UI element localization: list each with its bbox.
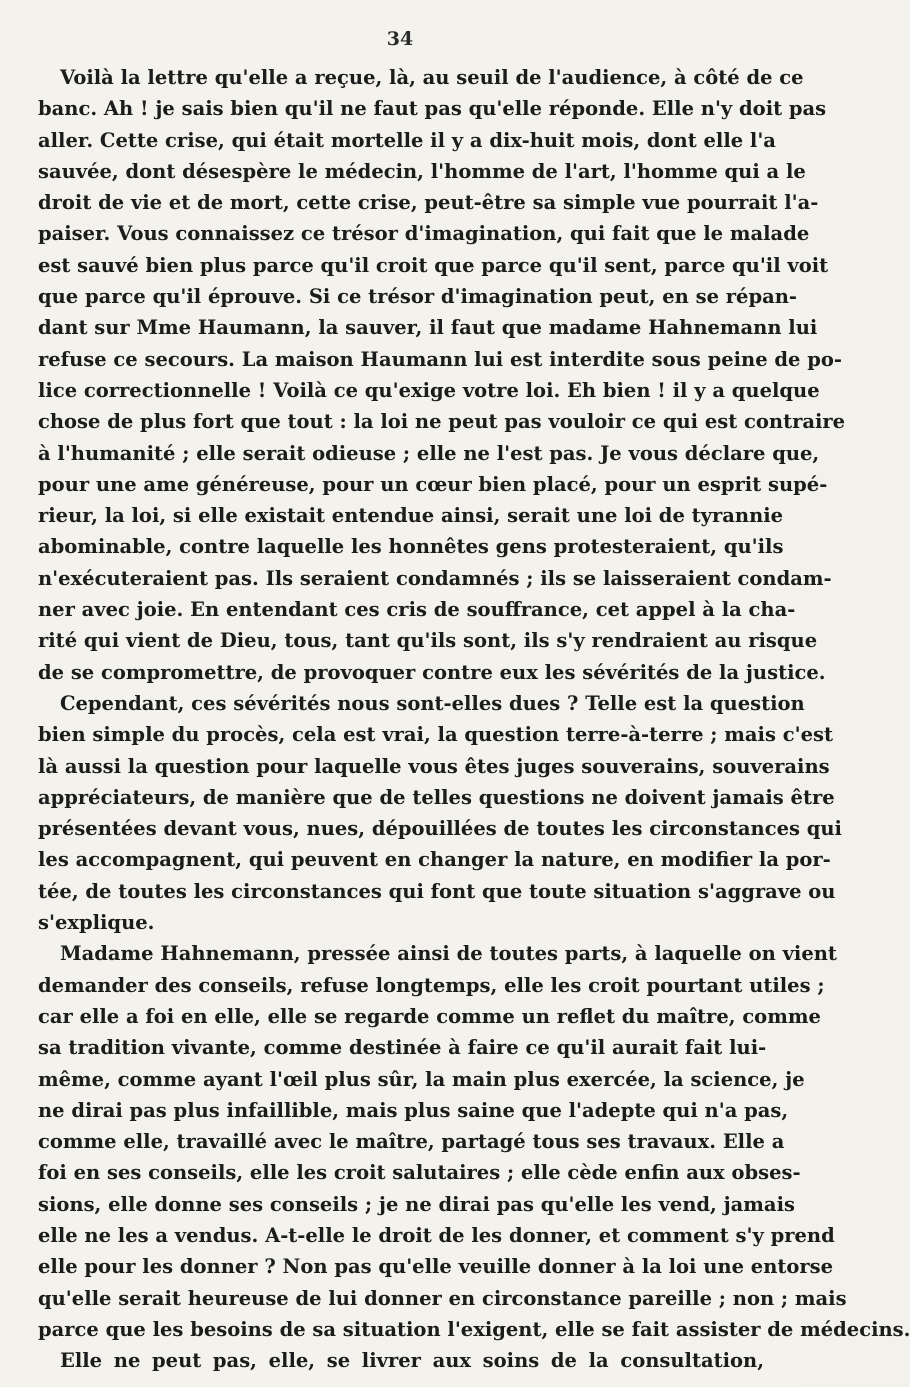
text-line: même, comme ayant l'œil plus sûr, la main plus exercée, la science, je — [38, 1067, 805, 1091]
text-line: elle pour les donner ? Non pas qu'elle veuille donner à la loi une entorse — [38, 1255, 834, 1279]
text-line: sions, elle donne ses conseils ; je ne dirai pas qu'elle les vend, jamais — [38, 1192, 795, 1216]
text-line: Elle ne peut pas, elle, se livrer aux soins de la consultation, — [60, 1349, 764, 1373]
text-line: tée, de toutes les circonstances qui font que toute situation s'aggrave ou — [38, 879, 836, 903]
text-line: comme elle, travaillé avec le maître, partagé tous ses travaux. Elle a — [38, 1130, 785, 1154]
page-number: 34 — [386, 28, 414, 50]
text-line: parce que les besoins de sa situation l'exigent, elle se fait assister de médecins. — [38, 1317, 910, 1341]
text-line: à l'humanité ; elle serait odieuse ; elle ne l'est pas. Je vous déclare que, — [38, 441, 820, 465]
text-line: ne dirai pas plus infaillible, mais plus saine que l'adepte qui n'a pas, — [38, 1098, 789, 1122]
text-line: foi en ses conseils, elle les croit salutaires ; elle cède enfin aux obses- — [38, 1161, 801, 1185]
text-line: demander des conseils, refuse longtemps, elle les croit pourtant utiles ; — [38, 973, 825, 997]
body-text — [38, 62, 910, 1376]
text-line: chose de plus fort que tout : la loi ne peut pas vouloir ce qui est contraire — [38, 410, 846, 434]
text-line: banc. Ah ! je sais bien qu'il ne faut pas qu'elle réponde. Elle n'y doit pas — [38, 97, 827, 121]
text-line: est sauvé bien plus parce qu'il croit que parce qu'il sent, parce qu'il voit — [38, 253, 829, 277]
text-line: les accompagnent, qui peuvent en changer la nature, en modifier la por- — [38, 848, 831, 872]
text-line: là aussi la question pour laquelle vous êtes juges souverains, souverains — [38, 754, 830, 778]
text-line: elle ne les a vendus. A-t-elle le droit de les donner, et comment s'y prend — [38, 1223, 835, 1247]
text-line: pour une ame généreuse, pour un cœur bien placé, pour un esprit supé- — [38, 472, 828, 496]
text-line: refuse ce secours. La maison Haumann lui est interdite sous peine de po- — [38, 347, 842, 371]
text-line: bien simple du procès, cela est vrai, la question terre-à-terre ; mais c'est — [38, 723, 833, 747]
text-line: que parce qu'il éprouve. Si ce trésor d'imagination peut, en se répan- — [38, 285, 797, 309]
text-line: de se compromettre, de provoquer contre eux les sévérités de la justice. — [38, 660, 826, 684]
text-line: présentées devant vous, nues, dépouillées de toutes les circonstances qui — [38, 817, 842, 841]
text-line: qu'elle serait heureuse de lui donner en circonstance pareille ; non ; mais — [38, 1286, 847, 1310]
text-line: s'explique. — [38, 911, 155, 935]
text-line: aller. Cette crise, qui était mortelle il y a dix-huit mois, dont elle l'a — [38, 128, 776, 152]
text-line: abominable, contre laquelle les honnêtes gens protesteraient, qu'ils — [38, 535, 784, 559]
text-line: appréciateurs, de manière que de telles questions ne doivent jamais être — [38, 785, 835, 809]
text-line: car elle a foi en elle, elle se regarde comme un reflet du maître, comme — [38, 1004, 821, 1028]
text-line: Voilà la lettre qu'elle a reçue, là, au seuil de l'audience, à côté de ce — [60, 66, 804, 89]
text-line: n'exécuteraient pas. Ils seraient condamnés ; ils se laisseraient condam- — [38, 566, 832, 590]
text-line: droit de vie et de mort, cette crise, peut-être sa simple vue pourrait l'a- — [38, 191, 819, 215]
text-line: ner avec joie. En entendant ces cris de souffrance, cet appel à la cha- — [38, 598, 796, 622]
text-line: dant sur Mme Haumann, la sauver, il faut que madame Hahnemann lui — [38, 316, 818, 340]
text-line: rité qui vient de Dieu, tous, tant qu'ils sont, ils s'y rendraient au risque — [38, 629, 818, 653]
text-line: rieur, la loi, si elle existait entendue ainsi, serait une loi de tyrannie — [38, 504, 784, 528]
text-line: sa tradition vivante, comme destinée à faire ce qu'il aurait fait lui- — [38, 1036, 767, 1060]
text-line: Madame Hahnemann, pressée ainsi de toutes parts, à laquelle on vient — [60, 942, 837, 966]
text-line: Cependant, ces sévérités nous sont-elles dues ? Telle est la question — [60, 691, 805, 715]
text-line: paiser. Vous connaissez ce trésor d'imagination, qui fait que le malade — [38, 222, 810, 246]
text-line: sauvée, dont désespère le médecin, l'homme de l'art, l'homme qui a le — [38, 159, 806, 183]
text-line: lice correctionnelle ! Voilà ce qu'exige votre loi. Eh bien ! il y a quelque — [38, 378, 820, 402]
